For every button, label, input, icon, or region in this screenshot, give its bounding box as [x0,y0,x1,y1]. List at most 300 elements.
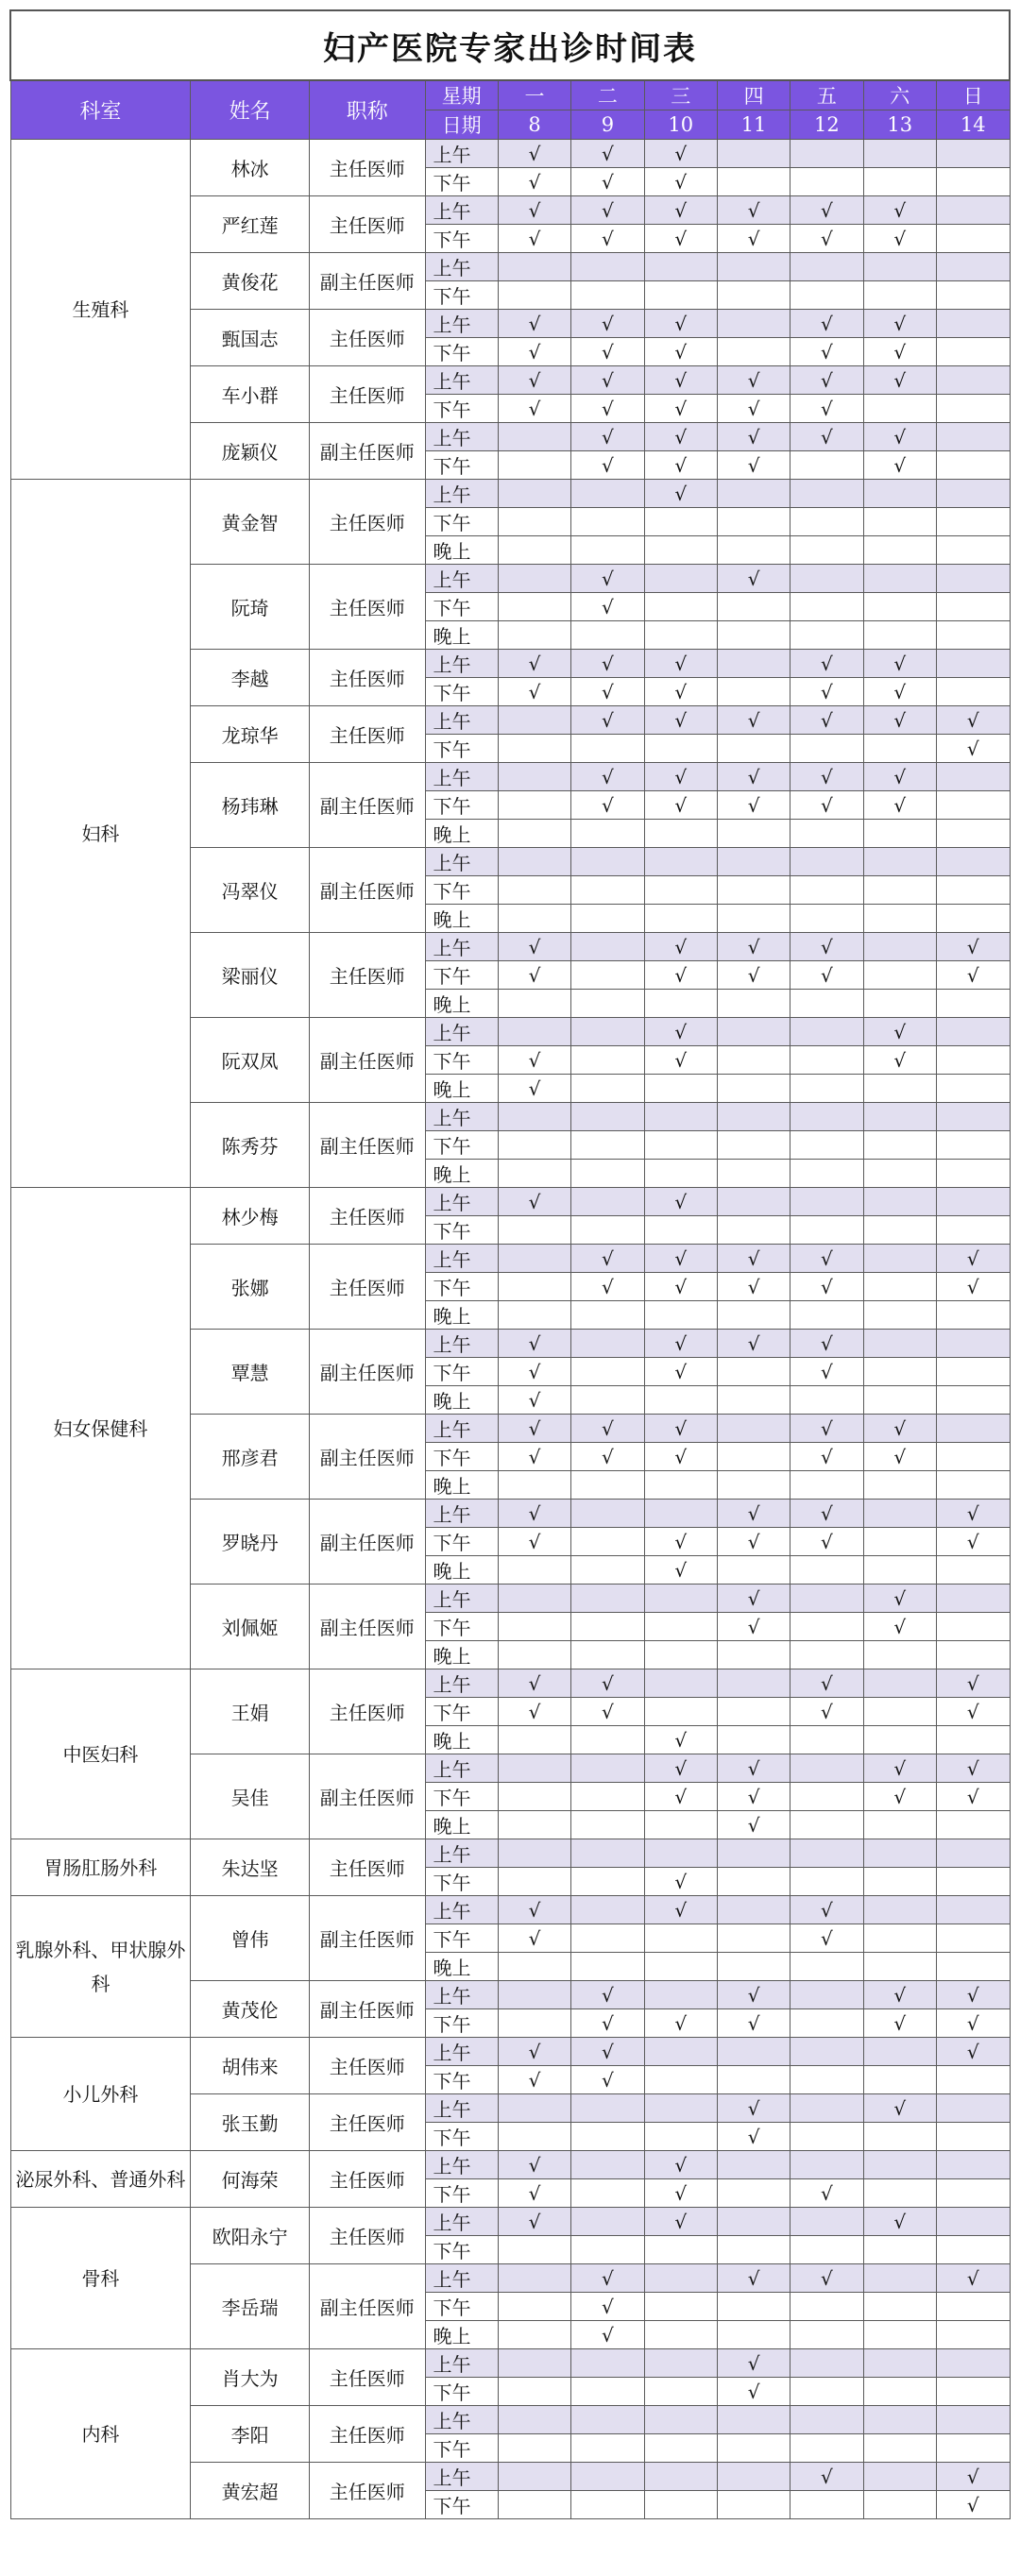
doctor-name: 罗晓丹 [191,1500,310,1585]
empty-slot [571,1160,644,1188]
empty-slot [790,1839,863,1868]
check-mark: √ [644,423,717,451]
doctor-title: 副主任医师 [309,253,425,310]
check-mark: √ [717,2264,790,2293]
check-mark: √ [863,1443,936,1471]
empty-slot [717,650,790,678]
empty-slot [571,820,644,848]
table-row [10,140,1010,168]
empty-slot [717,253,790,281]
period-label: 上午 [425,565,498,593]
check-mark: √ [644,1443,717,1471]
empty-slot [717,1896,790,1924]
empty-slot [571,2378,644,2406]
empty-slot [790,2434,863,2463]
empty-slot [863,2406,936,2434]
empty-slot [498,905,570,933]
empty-slot [498,2463,570,2491]
doctor-title: 主任医师 [309,196,425,253]
header-date: 13 [863,110,936,140]
check-mark: √ [571,706,644,735]
check-mark: √ [498,140,570,168]
department-cell: 妇女保健科 [10,1188,191,1669]
doctor-title: 副主任医师 [309,1330,425,1415]
period-label: 下午 [425,961,498,990]
empty-slot [644,1981,717,2009]
check-mark: √ [790,1500,863,1528]
empty-slot [644,1301,717,1330]
empty-slot [790,1868,863,1896]
check-mark: √ [717,706,790,735]
check-mark: √ [498,1358,570,1386]
empty-slot [717,2434,790,2463]
empty-slot [644,2463,717,2491]
period-label: 下午 [425,225,498,253]
check-mark: √ [863,2094,936,2123]
period-label: 上午 [425,848,498,876]
doctor-name: 张玉勤 [191,2094,310,2151]
period-label: 上午 [425,196,498,225]
empty-slot [571,1528,644,1556]
empty-slot [863,1075,936,1103]
empty-slot [717,2179,790,2208]
empty-slot [571,281,644,310]
empty-slot [936,1330,1010,1358]
empty-slot [790,253,863,281]
doctor-name: 李岳瑞 [191,2264,310,2349]
doctor-title: 主任医师 [309,2463,425,2519]
period-label: 晚上 [425,820,498,848]
empty-slot [717,1188,790,1216]
empty-slot [498,2009,570,2038]
empty-slot [863,2123,936,2151]
empty-slot [790,1386,863,1415]
empty-slot [644,2066,717,2094]
period-label: 上午 [425,310,498,338]
empty-slot [571,2491,644,2519]
empty-slot [644,2349,717,2378]
empty-slot [571,1811,644,1839]
period-label: 上午 [425,1188,498,1216]
empty-slot [790,281,863,310]
period-label: 晚上 [425,1386,498,1415]
period-label: 晚上 [425,1641,498,1669]
empty-slot [717,281,790,310]
empty-slot [790,1131,863,1160]
empty-slot [498,2123,570,2151]
header-weekday-label: 星期 [425,80,498,110]
empty-slot [498,1103,570,1131]
empty-slot [717,508,790,536]
empty-slot [863,1386,936,1415]
doctor-title: 主任医师 [309,310,425,366]
check-mark: √ [717,1754,790,1783]
empty-slot [863,2491,936,2519]
empty-slot [498,1216,570,1245]
check-mark: √ [644,1188,717,1216]
period-label: 上午 [425,2264,498,2293]
empty-slot [571,1330,644,1358]
empty-slot [717,140,790,168]
empty-slot [936,1868,1010,1896]
empty-slot [863,1811,936,1839]
period-label: 上午 [425,650,498,678]
empty-slot [790,1046,863,1075]
empty-slot [571,1754,644,1783]
empty-slot [863,2066,936,2094]
check-mark: √ [571,565,644,593]
empty-slot [644,820,717,848]
period-label: 下午 [425,593,498,621]
doctor-name: 张娜 [191,1245,310,1330]
doctor-title: 主任医师 [309,2406,425,2463]
empty-slot [717,1726,790,1754]
schedule-page [9,9,1011,2519]
doctor-name: 何海荣 [191,2151,310,2208]
header-weekday: 二 [571,80,644,110]
empty-slot [863,990,936,1018]
check-mark: √ [498,1386,570,1415]
empty-slot [936,168,1010,196]
check-mark: √ [644,1726,717,1754]
empty-slot [936,1613,1010,1641]
empty-slot [936,905,1010,933]
check-mark: √ [498,2208,570,2236]
empty-slot [790,2208,863,2236]
check-mark: √ [863,196,936,225]
empty-slot [644,1160,717,1188]
table-row [10,1669,1010,1698]
empty-slot [936,338,1010,366]
check-mark: √ [717,1330,790,1358]
empty-slot [863,2179,936,2208]
empty-slot [936,395,1010,423]
empty-slot [790,1471,863,1500]
empty-slot [936,480,1010,508]
empty-slot [936,1896,1010,1924]
empty-slot [863,1868,936,1896]
empty-slot [936,1131,1010,1160]
check-mark: √ [571,1415,644,1443]
empty-slot [863,2236,936,2264]
doctor-title: 主任医师 [309,1188,425,1245]
empty-slot [644,905,717,933]
empty-slot [790,735,863,763]
empty-slot [790,905,863,933]
doctor-title: 主任医师 [309,2038,425,2094]
department-cell: 内科 [10,2349,191,2519]
period-label: 上午 [425,2208,498,2236]
empty-slot [936,2406,1010,2434]
empty-slot [936,2123,1010,2151]
check-mark: √ [936,706,1010,735]
department-cell: 妇科 [10,480,191,1188]
check-mark: √ [644,1754,717,1783]
check-mark: √ [644,1245,717,1273]
empty-slot [498,1811,570,1839]
empty-slot [790,1018,863,1046]
doctor-title: 副主任医师 [309,1585,425,1669]
empty-slot [936,820,1010,848]
empty-slot [571,1726,644,1754]
empty-slot [936,565,1010,593]
empty-slot [498,2264,570,2293]
check-mark: √ [498,1669,570,1698]
check-mark: √ [644,168,717,196]
empty-slot [717,2491,790,2519]
check-mark: √ [644,763,717,791]
empty-slot [717,990,790,1018]
check-mark: √ [717,225,790,253]
empty-slot [936,1188,1010,1216]
empty-slot [790,565,863,593]
empty-slot [790,1641,863,1669]
check-mark: √ [936,2038,1010,2066]
empty-slot [936,2208,1010,2236]
empty-slot [571,2434,644,2463]
empty-slot [863,961,936,990]
period-label: 下午 [425,395,498,423]
empty-slot [790,2378,863,2406]
empty-slot [863,876,936,905]
doctor-name: 李阳 [191,2406,310,2463]
period-label: 上午 [425,1896,498,1924]
check-mark: √ [644,1528,717,1556]
period-label: 上午 [425,1981,498,2009]
header-weekday: 五 [790,80,863,110]
empty-slot [644,1811,717,1839]
table-row [10,2349,1010,2378]
check-mark: √ [790,2179,863,2208]
empty-slot [936,1811,1010,1839]
check-mark: √ [571,451,644,480]
empty-slot [717,2293,790,2321]
empty-slot [863,1245,936,1273]
empty-slot [644,621,717,650]
doctor-name: 覃慧 [191,1330,310,1415]
empty-slot [498,2321,570,2349]
empty-slot [936,1641,1010,1669]
period-label: 下午 [425,876,498,905]
empty-slot [790,1103,863,1131]
empty-slot [790,168,863,196]
period-label: 上午 [425,2406,498,2434]
check-mark: √ [863,1415,936,1443]
empty-slot [571,2463,644,2491]
check-mark: √ [571,366,644,395]
empty-slot [571,961,644,990]
empty-slot [936,1471,1010,1500]
period-label: 晚上 [425,1953,498,1981]
check-mark: √ [863,763,936,791]
check-mark: √ [498,678,570,706]
empty-slot [644,1075,717,1103]
check-mark: √ [717,1528,790,1556]
empty-slot [717,2406,790,2434]
empty-slot [644,1613,717,1641]
empty-slot [863,1953,936,1981]
empty-slot [790,480,863,508]
check-mark: √ [644,1330,717,1358]
check-mark: √ [936,2463,1010,2491]
empty-slot [863,1896,936,1924]
empty-slot [498,2236,570,2264]
doctor-name: 肖大为 [191,2349,310,2406]
empty-slot [717,2321,790,2349]
empty-slot [863,1358,936,1386]
empty-slot [863,2434,936,2463]
check-mark: √ [717,763,790,791]
check-mark: √ [498,650,570,678]
empty-slot [571,1103,644,1131]
table-row [10,1839,1010,1868]
empty-slot [717,820,790,848]
empty-slot [571,2179,644,2208]
empty-slot [717,2038,790,2066]
check-mark: √ [790,395,863,423]
empty-slot [790,2009,863,2038]
empty-slot [717,1046,790,1075]
doctor-name: 林少梅 [191,1188,310,1245]
period-label: 下午 [425,2123,498,2151]
empty-slot [571,905,644,933]
check-mark: √ [498,1500,570,1528]
empty-slot [717,480,790,508]
header-date: 11 [717,110,790,140]
period-label: 上午 [425,480,498,508]
empty-slot [717,1415,790,1443]
doctor-title: 主任医师 [309,2208,425,2264]
empty-slot [717,1018,790,1046]
empty-slot [936,536,1010,565]
check-mark: √ [571,2293,644,2321]
check-mark: √ [498,1924,570,1953]
department-cell: 中医妇科 [10,1669,191,1839]
doctor-name: 王娟 [191,1669,310,1754]
header-name: 姓名 [191,80,310,140]
empty-slot [936,508,1010,536]
check-mark: √ [863,451,936,480]
empty-slot [717,1868,790,1896]
empty-slot [936,140,1010,168]
check-mark: √ [644,1556,717,1585]
empty-slot [790,2123,863,2151]
check-mark: √ [644,1046,717,1075]
check-mark: √ [863,423,936,451]
period-label: 下午 [425,1046,498,1075]
empty-slot [863,593,936,621]
department-cell: 骨科 [10,2208,191,2349]
check-mark: √ [790,366,863,395]
doctor-name: 刘佩姬 [191,1585,310,1669]
period-label: 下午 [425,2066,498,2094]
check-mark: √ [790,1330,863,1358]
empty-slot [571,1953,644,1981]
empty-slot [498,1641,570,1669]
period-label: 上午 [425,1415,498,1443]
header-date: 14 [936,110,1010,140]
empty-slot [936,2378,1010,2406]
check-mark: √ [863,706,936,735]
empty-slot [644,1103,717,1131]
check-mark: √ [717,933,790,961]
empty-slot [571,1018,644,1046]
period-label: 晚上 [425,1075,498,1103]
empty-slot [498,1868,570,1896]
check-mark: √ [717,2123,790,2151]
header-date: 12 [790,110,863,140]
empty-slot [498,480,570,508]
empty-slot [571,2236,644,2264]
check-mark: √ [717,366,790,395]
check-mark: √ [644,225,717,253]
period-label: 下午 [425,1216,498,1245]
check-mark: √ [936,1981,1010,2009]
empty-slot [936,225,1010,253]
empty-slot [644,253,717,281]
empty-slot [498,1273,570,1301]
check-mark: √ [644,310,717,338]
empty-slot [717,338,790,366]
check-mark: √ [644,196,717,225]
empty-slot [790,2491,863,2519]
empty-slot [644,1953,717,1981]
doctor-name: 林冰 [191,140,310,196]
empty-slot [790,2094,863,2123]
check-mark: √ [498,1896,570,1924]
check-mark: √ [790,933,863,961]
doctor-title: 副主任医师 [309,1981,425,2038]
doctor-name: 黄宏超 [191,2463,310,2519]
check-mark: √ [936,2491,1010,2519]
check-mark: √ [644,933,717,961]
empty-slot [717,1358,790,1386]
empty-slot [790,2066,863,2094]
empty-slot [571,1924,644,1953]
empty-slot [498,2406,570,2434]
doctor-title: 副主任医师 [309,1018,425,1103]
empty-slot [498,1953,570,1981]
empty-slot [644,876,717,905]
doctor-name: 朱达坚 [191,1839,310,1896]
doctor-name: 阮双凤 [191,1018,310,1103]
empty-slot [863,1726,936,1754]
period-label: 下午 [425,1131,498,1160]
period-label: 下午 [425,2009,498,2038]
check-mark: √ [717,2009,790,2038]
check-mark: √ [863,366,936,395]
empty-slot [571,1471,644,1500]
empty-slot [498,2378,570,2406]
empty-slot [498,1245,570,1273]
check-mark: √ [936,1528,1010,1556]
check-mark: √ [790,196,863,225]
empty-slot [717,2151,790,2179]
empty-slot [936,621,1010,650]
empty-slot [936,1953,1010,1981]
empty-slot [863,2463,936,2491]
empty-slot [571,1868,644,1896]
check-mark: √ [717,451,790,480]
empty-slot [863,168,936,196]
empty-slot [790,848,863,876]
table-row [10,2038,1010,2066]
empty-slot [571,1839,644,1868]
period-label: 下午 [425,1528,498,1556]
check-mark: √ [571,225,644,253]
header-weekday: 四 [717,80,790,110]
empty-slot [571,1783,644,1811]
